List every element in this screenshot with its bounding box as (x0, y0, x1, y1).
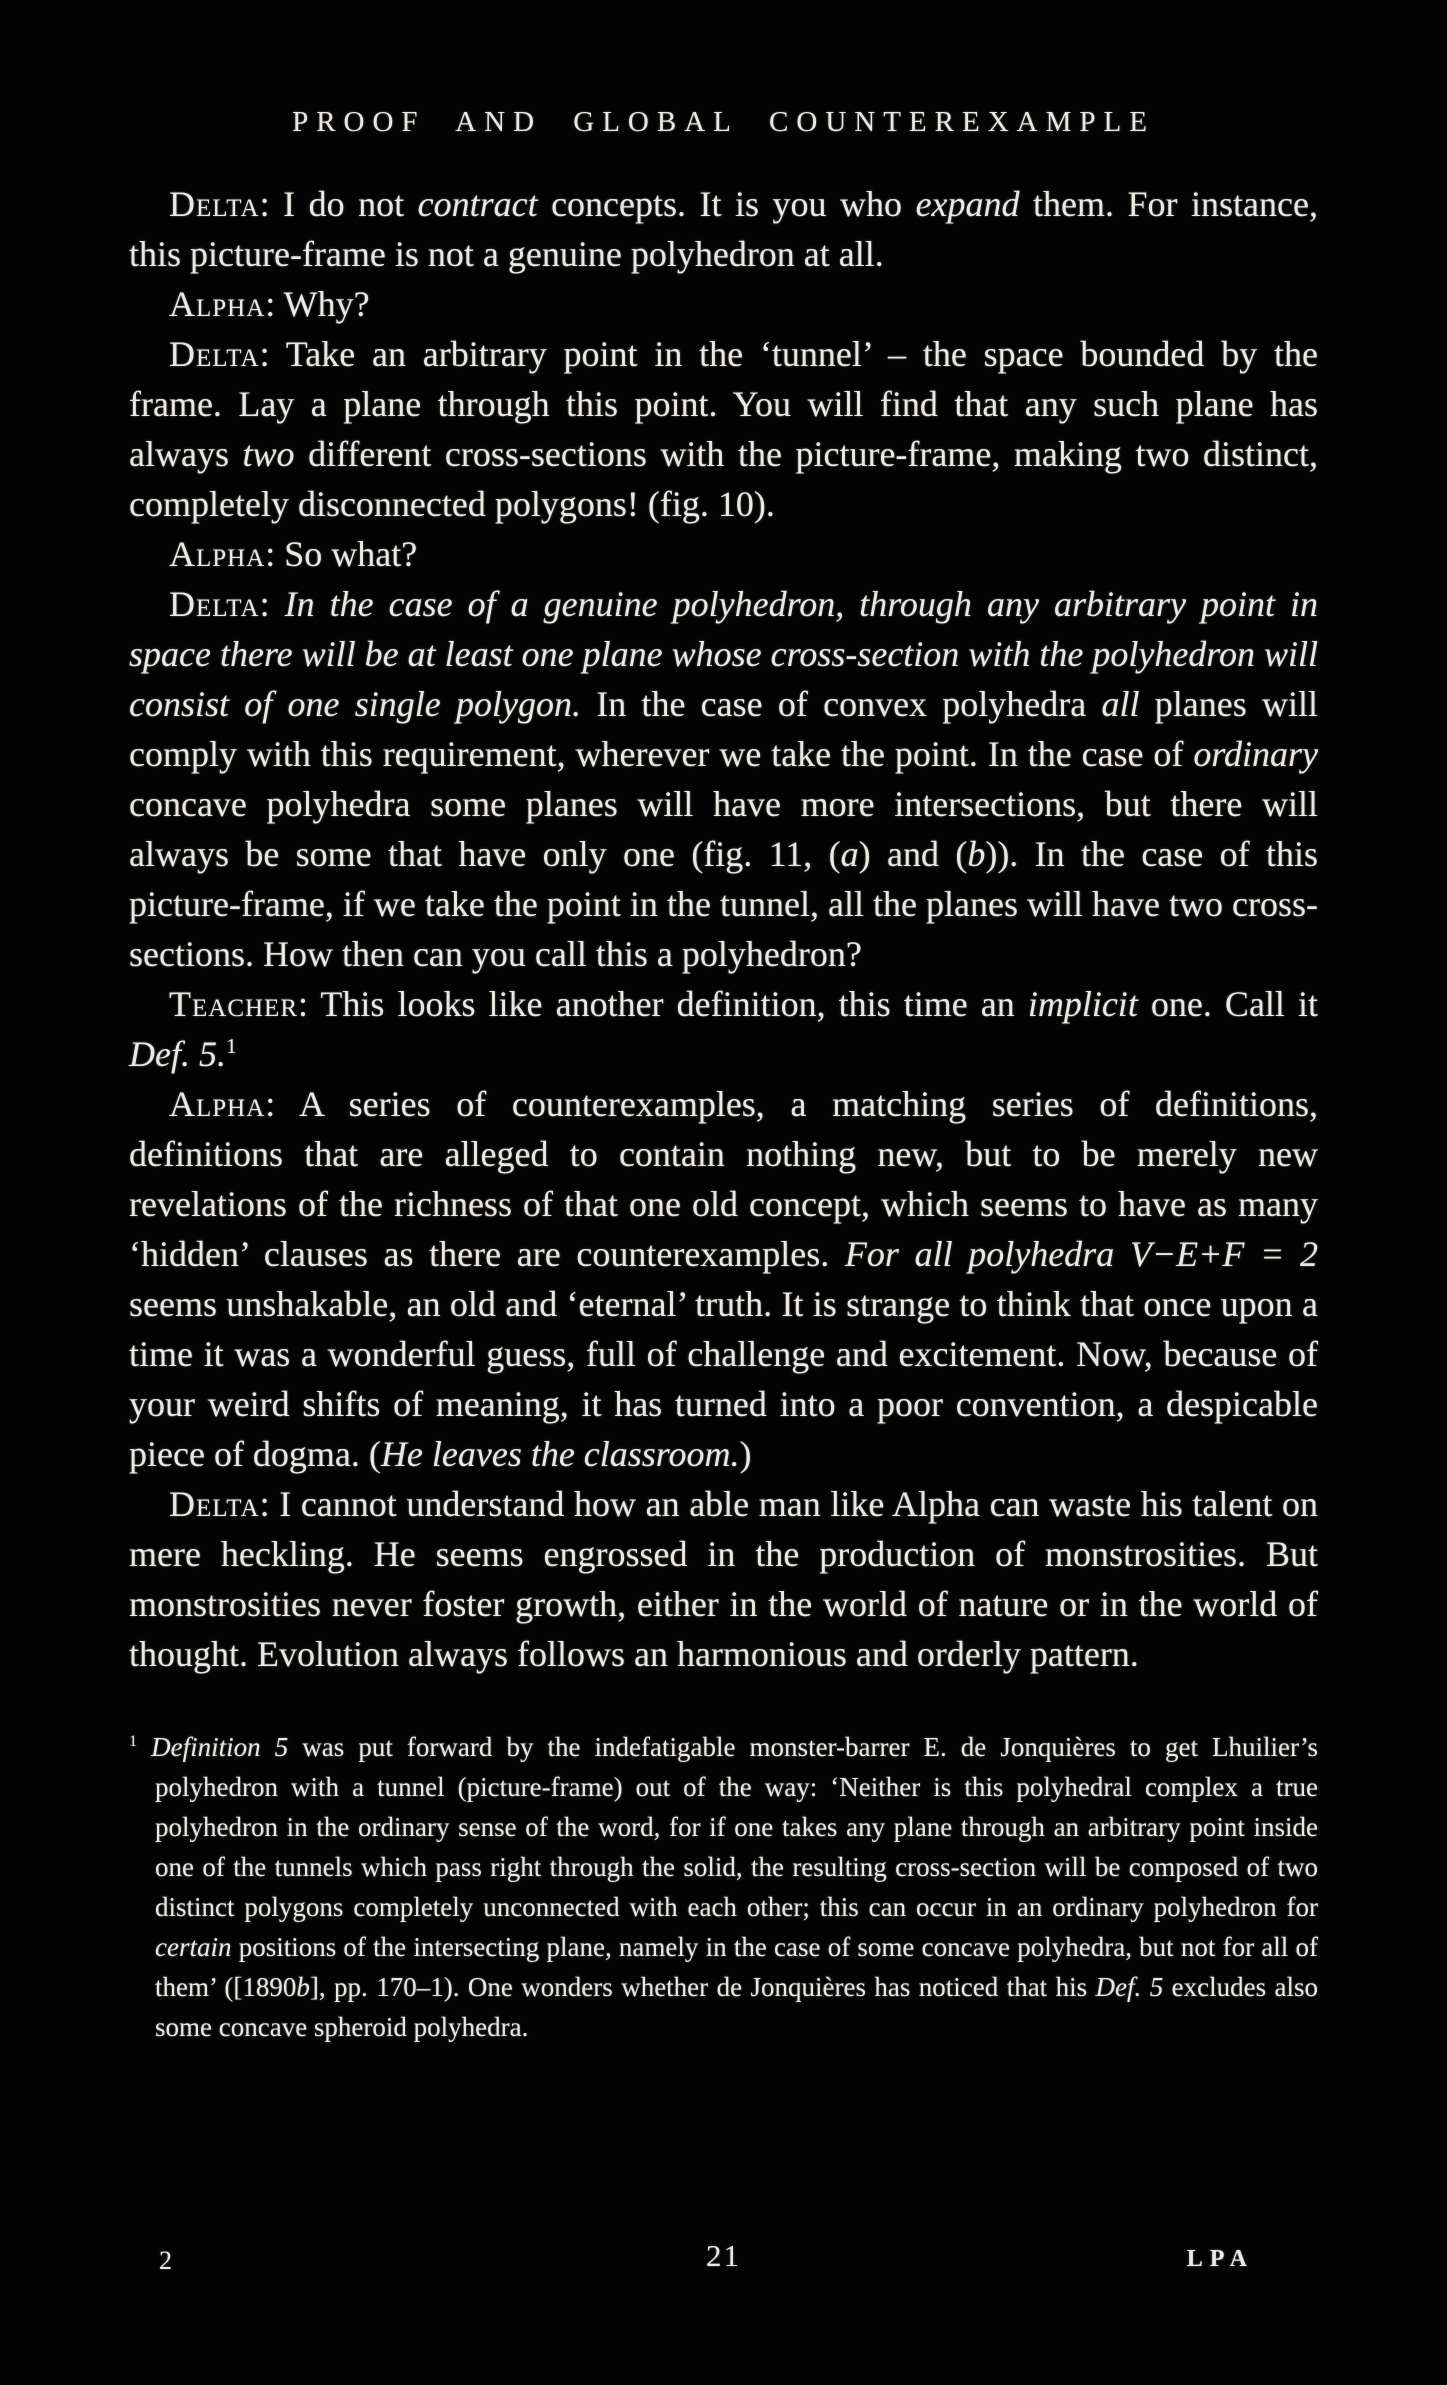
dialogue-paragraph (129, 279, 1318, 329)
text-segment: : This looks like another definition, this time an (298, 984, 1028, 1024)
text-segment: Alpha (169, 534, 266, 574)
signature-number: 2 (159, 2246, 172, 2275)
dialogue-paragraph (129, 329, 1318, 529)
text-segment (137, 1732, 151, 1762)
text-segment: Teacher (169, 984, 298, 1024)
text-segment: seems unshakable, an old and ‘eternal’ truth. It is strange to think that once upon a time it was a wonderful guess, full of challenge and excitement. Now, because of your weird shifts of meaning, it has turned into a poor convention, a despicable piece of dogma. ( (129, 1284, 1318, 1474)
text-segment: : (259, 584, 285, 624)
text-segment: : Take an arbitrary point in the ‘tunnel’ – the space bounded by the frame. Lay a plane through this point. You will find that any such plane has always (129, 334, 1318, 474)
text-segment: two (242, 434, 295, 474)
printer-mark: LPA (1186, 2246, 1254, 2272)
text-segment: contract (417, 184, 538, 224)
dialogue-paragraph (129, 529, 1318, 579)
text-segment: In the case of a genuine polyhedron, through any arbitrary point in space there will be at least one plane whose cross-section with the polyhedron will consist of one single polygon. (129, 584, 1318, 724)
text-segment: implicit (1027, 984, 1138, 1024)
dialogue (129, 179, 1318, 1679)
text-segment: a (840, 834, 859, 874)
text-segment: b (967, 834, 986, 874)
text-segment: planes will comply with this requirement, wherever we take the point. In the case of (129, 684, 1318, 774)
page-number: 21 (706, 2238, 741, 2273)
text-segment: : I cannot understand how an able man like Alpha can waste his talent on mere heckling. He seems engrossed in the production of monstrosities. But monstrosities never foster growth, either in the world of nature or in the world of thought. Evolution always follows an harmonious and orderly pattern. (129, 1484, 1318, 1674)
text-segment: Delta (169, 1484, 260, 1524)
text-segment: excludes also some concave spheroid polyhedra. (155, 1972, 1319, 2042)
text-segment: one. Call it (1137, 984, 1318, 1024)
text-segment: ) and ( (858, 834, 968, 874)
dialogue-paragraph (129, 1479, 1318, 1679)
text-segment: them. For instance, this picture-frame is not a genuine polyhedron at all. (129, 184, 1318, 274)
text-segment: Def. 5 (1095, 1972, 1164, 2002)
text-segment: ) (739, 1434, 752, 1474)
text-segment: Alpha (169, 284, 266, 324)
text-segment: 1 (225, 1034, 237, 1058)
footnote-paragraph (129, 1727, 1318, 2047)
text-segment: ordinary (1193, 734, 1318, 774)
dialogue-paragraph (129, 579, 1318, 979)
text-segment: Delta (169, 184, 260, 224)
text-segment: Definition 5 (151, 1732, 289, 1762)
dialogue-paragraph (129, 179, 1318, 279)
text-segment: positions of the intersecting plane, namely in the case of some concave polyhedra, but not for all of them’ ([1890 (155, 1932, 1318, 2002)
text-segment: )). In the case of this picture-frame, if we take the point in the tunnel, all the planes will have two cross-sections. How then can you call this a polyhedron? (129, 834, 1318, 974)
text-segment: b (296, 1972, 310, 2002)
text-segment: different cross-sections with the picture-frame, making two distinct, completely disconnected polygons! (fig. 10). (129, 434, 1318, 524)
page-footer (129, 2238, 1318, 2282)
text-segment: all (1101, 684, 1140, 724)
text-segment: : Why? (265, 284, 370, 324)
text-segment: For all polyhedra V−E+F = 2 (844, 1234, 1318, 1274)
text-segment: certain (155, 1932, 232, 1962)
text-segment: : So what? (265, 534, 418, 574)
text-segment: expand (915, 184, 1020, 224)
text-segment: Alpha (169, 1084, 266, 1124)
text-segment: : I do not (259, 184, 418, 224)
dialogue-paragraph (129, 979, 1318, 1079)
running-head: PROOF AND GLOBAL COUNTEREXAMPLE (292, 106, 1155, 138)
text-segment: concave polyhedra some planes will have more intersections, but there will always be some that have only one (fig. 11, ( (129, 784, 1318, 874)
dialogue-paragraph (129, 1079, 1318, 1479)
text-segment: In the case of convex polyhedra (580, 684, 1102, 724)
text-segment: ], pp. 170–1). One wonders whether de Jonquières has noticed that his (309, 1972, 1096, 2002)
text-segment: He leaves the classroom. (380, 1434, 740, 1474)
text-segment: concepts. It is you who (537, 184, 916, 224)
text-column (129, 179, 1318, 2047)
text-segment: : A series of counterexamples, a matching series of definitions, definitions that are alleged to contain nothing new, but to be merely new revelations of the richness of that one old concept, which seems to have as many ‘hidden’ clauses as there are counterexamples. (129, 1084, 1318, 1274)
text-segment: Def. 5. (129, 1034, 226, 1074)
text-segment: was put forward by the indefatigable monster-barrer E. de Jonquières to get Lhuilier’s polyhedron with a tunnel (picture-frame) out of the way: ‘Neither is this polyhedral complex a true polyhedron in the ordinary sense of the word, for if one takes any plane through an arbitrary point inside one of the tunnels which pass right through the solid, the resulting cross-section will be composed of two distinct polygons completely unconnected with each other; this can occur in an ordinary polyhedron for (155, 1732, 1319, 1922)
footnote (129, 1727, 1318, 2047)
text-segment: Delta (169, 334, 260, 374)
text-segment: 1 (129, 1732, 138, 1750)
text-segment: Delta (169, 584, 260, 624)
